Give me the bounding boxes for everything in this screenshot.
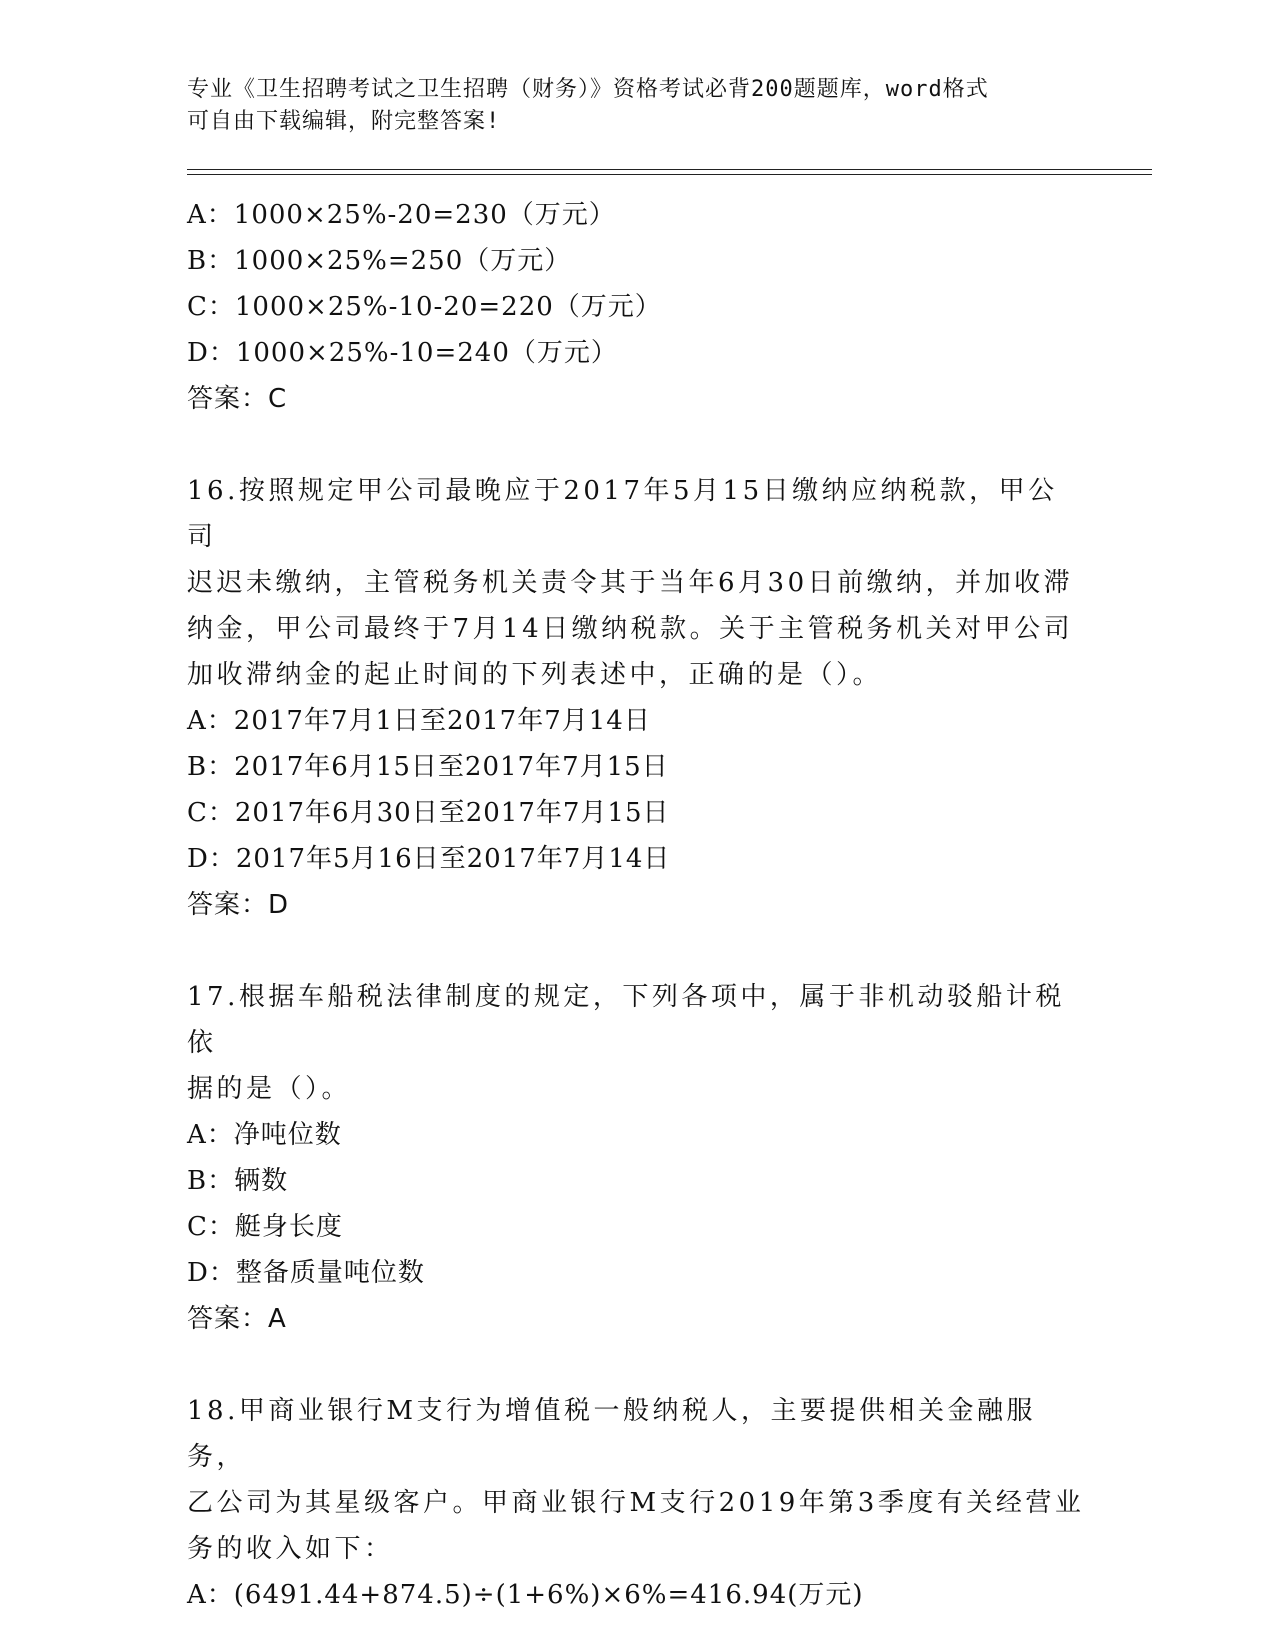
option-a: A：净吨位数 [187,1120,342,1150]
header-line-1: 专业《卫生招聘考试之卫生招聘（财务）》资格考试必背200题题库，word格式 [187,77,989,102]
question-17-block [187,974,1087,1342]
question-text: 迟迟未缴纳，主管税务机关责令其于当年6月30日前缴纳，并加收滞 [187,568,1074,598]
option-a: A：(6491.44+874.5)÷(1+6%)×6%=416.94(万元) [187,1580,864,1610]
question-text: 务的收入如下： [187,1534,394,1564]
question-text: 18.甲商业银行M支行为增值税一般纳税人，主要提供相关金融服务， [187,1396,1036,1472]
document-header [187,74,1067,138]
option-b: B：1000×25%=250（万元） [187,246,572,276]
question-text: 加收滞纳金的起止时间的下列表述中，正确的是（）。 [187,660,883,690]
answer-line: 答案：D [187,890,290,920]
question-text: 据的是（）。 [187,1074,352,1104]
header-divider-top [187,169,1152,170]
document-body [187,192,1087,1618]
answer-line: 答案：A [187,1304,287,1334]
question-text: 纳金，甲公司最终于7月14日缴纳税款。关于主管税务机关对甲公司 [187,614,1074,644]
option-c: C：1000×25%-10-20=220（万元） [187,292,662,322]
header-divider-bottom [187,174,1152,175]
option-a: A：1000×25%-20=230（万元） [187,200,616,230]
option-b: B：2017年6月15日至2017年7月15日 [187,752,669,782]
answer-line: 答案：C [187,384,288,414]
option-d: D：整备质量吨位数 [187,1258,425,1288]
question-16-block [187,468,1087,928]
option-d: D：1000×25%-10=240（万元） [187,338,618,368]
question-text: 乙公司为其星级客户。甲商业银行M支行2019年第3季度有关经营业 [187,1488,1085,1518]
option-b: B：辆数 [187,1166,289,1196]
option-a: A：2017年7月1日至2017年7月14日 [187,706,651,736]
option-c: C：艇身长度 [187,1212,343,1242]
option-d: D：2017年5月16日至2017年7月14日 [187,844,671,874]
question-18-block [187,1388,1087,1618]
header-line-2: 可自由下载编辑，附完整答案! [187,109,501,134]
question-15-block [187,192,1087,422]
question-text: 16.按照规定甲公司最晚应于2017年5月15日缴纳应纳税款，甲公司 [187,476,1058,552]
option-c: C：2017年6月30日至2017年7月15日 [187,798,670,828]
question-text: 17.根据车船税法律制度的规定，下列各项中，属于非机动驳船计税依 [187,982,1065,1058]
